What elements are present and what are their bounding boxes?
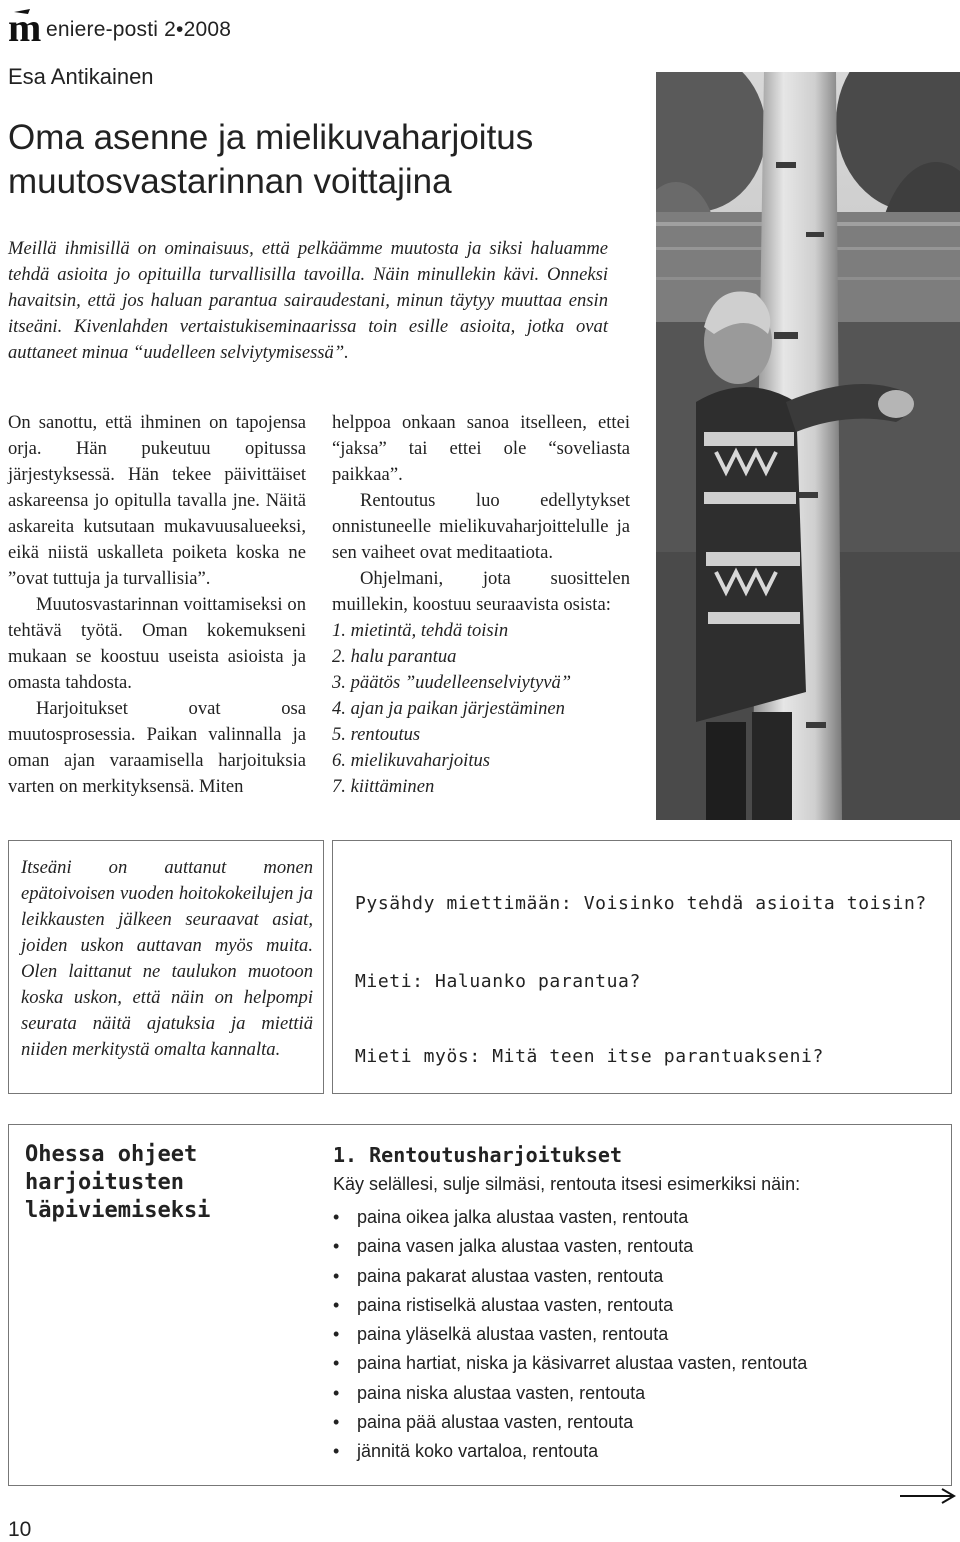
list-item [333, 1379, 807, 1408]
list-item [333, 1262, 807, 1291]
list-item-text: paina oikea jalka alustaa vasten, rentouta [357, 1207, 689, 1227]
quote-box: Itseäni on auttanut monen epätoivoisen vuoden hoitokokeilujen ja leikkausten jälkeen seuraavat asiat, joiden uskon auttavan myös muita. Olen laittanut ne taulukon muotoon koska uskon, että näin on helpompi seurata näitä ajatuksia ja miettіä niiden merkitystä omalta kannalta. [8, 840, 324, 1094]
section-intro: Käy selällesi, sulje silmäsi, rentouta itsesi esimerkiksi näin: [333, 1174, 801, 1194]
paragraph: Ohjelmani, jota suosittelen muillekin, koostuu seuraavista osista: [332, 568, 630, 615]
reflection-question: Mieti myös: Mitä teen itse parantuakseni? [355, 1046, 824, 1067]
author-name: Esa Antikainen [8, 64, 154, 89]
list-item-text: paina ristiselkä alustaa vasten, rentouta [357, 1294, 674, 1315]
program-step: 2. halu parantua [332, 646, 457, 667]
reflection-question: Pysähdy miettimään: Voisinko tehdä asioita toisin? [355, 893, 927, 914]
list-item [333, 1408, 807, 1437]
logo-letter: m [8, 8, 42, 44]
list-item [333, 1349, 807, 1378]
instructions-title: Ohessa ohjeet harjoitusten läpiviemiseksi [25, 1142, 211, 1223]
list-item-text: paina niska alustaa vasten, rentouta [357, 1382, 646, 1403]
list-item-text: jännitä koko vartaloa, rentouta [357, 1441, 599, 1462]
page-number: 10 [8, 1518, 32, 1541]
article-intro: Meillä ihmisillä on ominaisuus, että pelkäämme muutosta ja siksi haluamme tehdä asioita jo opituilla turvallisilla tavoilla. Näin minullekin kävi. Onneksi havaitsin, että jos haluan parantua sairaudestani, minun täytyy muuttaa ensin itseäni. Kivenlahden vertaistukiseminaarissa toin esille asioita, jotka ovat auttaneet minua “uudelleen selviytymisessä”. [8, 238, 608, 363]
list-item-text: paina yläselkä alustaa vasten, rentouta [357, 1324, 669, 1345]
magazine-logo [8, 8, 46, 44]
program-steps [332, 618, 630, 800]
program-step: 4. ajan ja paikan järjestäminen [332, 698, 565, 719]
paragraph: Rentoutus luo edellytykset onnistuneelle mielikuvaharjoittelulle ja sen vaiheet ovat meditaatiota. [332, 490, 630, 563]
list-item-text: paina pää alustaa vasten, rentouta [357, 1412, 634, 1433]
bullet: • [333, 1236, 340, 1257]
list-item-text: paina vasen jalka alustaa vasten, rentouta [357, 1236, 694, 1257]
program-step: 7. kiittäminen [332, 776, 435, 797]
program-step: 6. mielikuvaharjoitus [332, 750, 491, 771]
paragraph: Muutosvastarinnan voittamiseksi on tehtävä työtä. Oman kokemukseni mukaan se koostuu useista asioista ja omasta tahdosta. [8, 594, 306, 693]
list-item [333, 1437, 807, 1466]
bullet: • [333, 1294, 340, 1315]
bullet: • [333, 1324, 340, 1345]
section-title: 1. Rentoutusharjoitukset [333, 1143, 622, 1167]
arrow-right-icon[interactable] [900, 1486, 956, 1506]
body-column-2 [332, 410, 630, 800]
relaxation-steps [333, 1203, 807, 1467]
program-step: 1. mietintä, tehdä toisin [332, 620, 509, 641]
paragraph: Harjoitukset ovat osa muutosprosessia. Paikan valinnalla ja oman ajan varaamisella harjoituksia varten on merkityksensä. Miten [8, 698, 306, 797]
bullet: • [333, 1441, 340, 1462]
program-step: 5. rentoutus [332, 724, 421, 745]
bullet: • [333, 1353, 340, 1374]
body-column-1 [8, 410, 306, 800]
bullet: • [333, 1412, 340, 1433]
article-title [8, 116, 533, 204]
magazine-issue: eniere-posti 2•2008 [46, 18, 232, 41]
reflection-question: Mieti: Haluanko parantua? [355, 971, 641, 992]
list-item [333, 1232, 807, 1261]
list-item [333, 1203, 807, 1232]
bullet: • [333, 1265, 340, 1286]
reflection-box [332, 840, 952, 1094]
photo-man-hugging-tree [656, 72, 960, 820]
list-item-text: paina hartiat, niska ja käsivarret alustaa vasten, rentouta [357, 1353, 808, 1374]
list-item-text: paina pakarat alustaa vasten, rentouta [357, 1265, 664, 1286]
bullet: • [333, 1207, 340, 1227]
program-step: 3. päätös ”uudelleenselviytyvä” [332, 672, 572, 693]
paragraph: helppoa onkaan sanoa itselleen, ettei “jaksa” tai ettei ole “soveliasta paikkaa”. [332, 412, 630, 485]
list-item [333, 1291, 807, 1320]
title-line-1: Oma asenne ja mielikuvaharjoitus [8, 118, 534, 157]
title-line-2: muutosvastarinnan voittajina [8, 162, 452, 201]
paragraph: On sanottu, että ihminen on tapojensa orja. Hän pukeutuu opitussa järjestyksessä. Hän tekee päivittäiset askareensa jo opitulla tavalla jne. Näitä askareita kutsutaan mukavuusalueeksi, eikä niistä uskalleta poiketa koska ne ”ovat tuttuja ja turvallisia”. [8, 412, 306, 589]
list-item [333, 1320, 807, 1349]
bullet: • [333, 1382, 340, 1403]
instructions-box [8, 1124, 952, 1486]
